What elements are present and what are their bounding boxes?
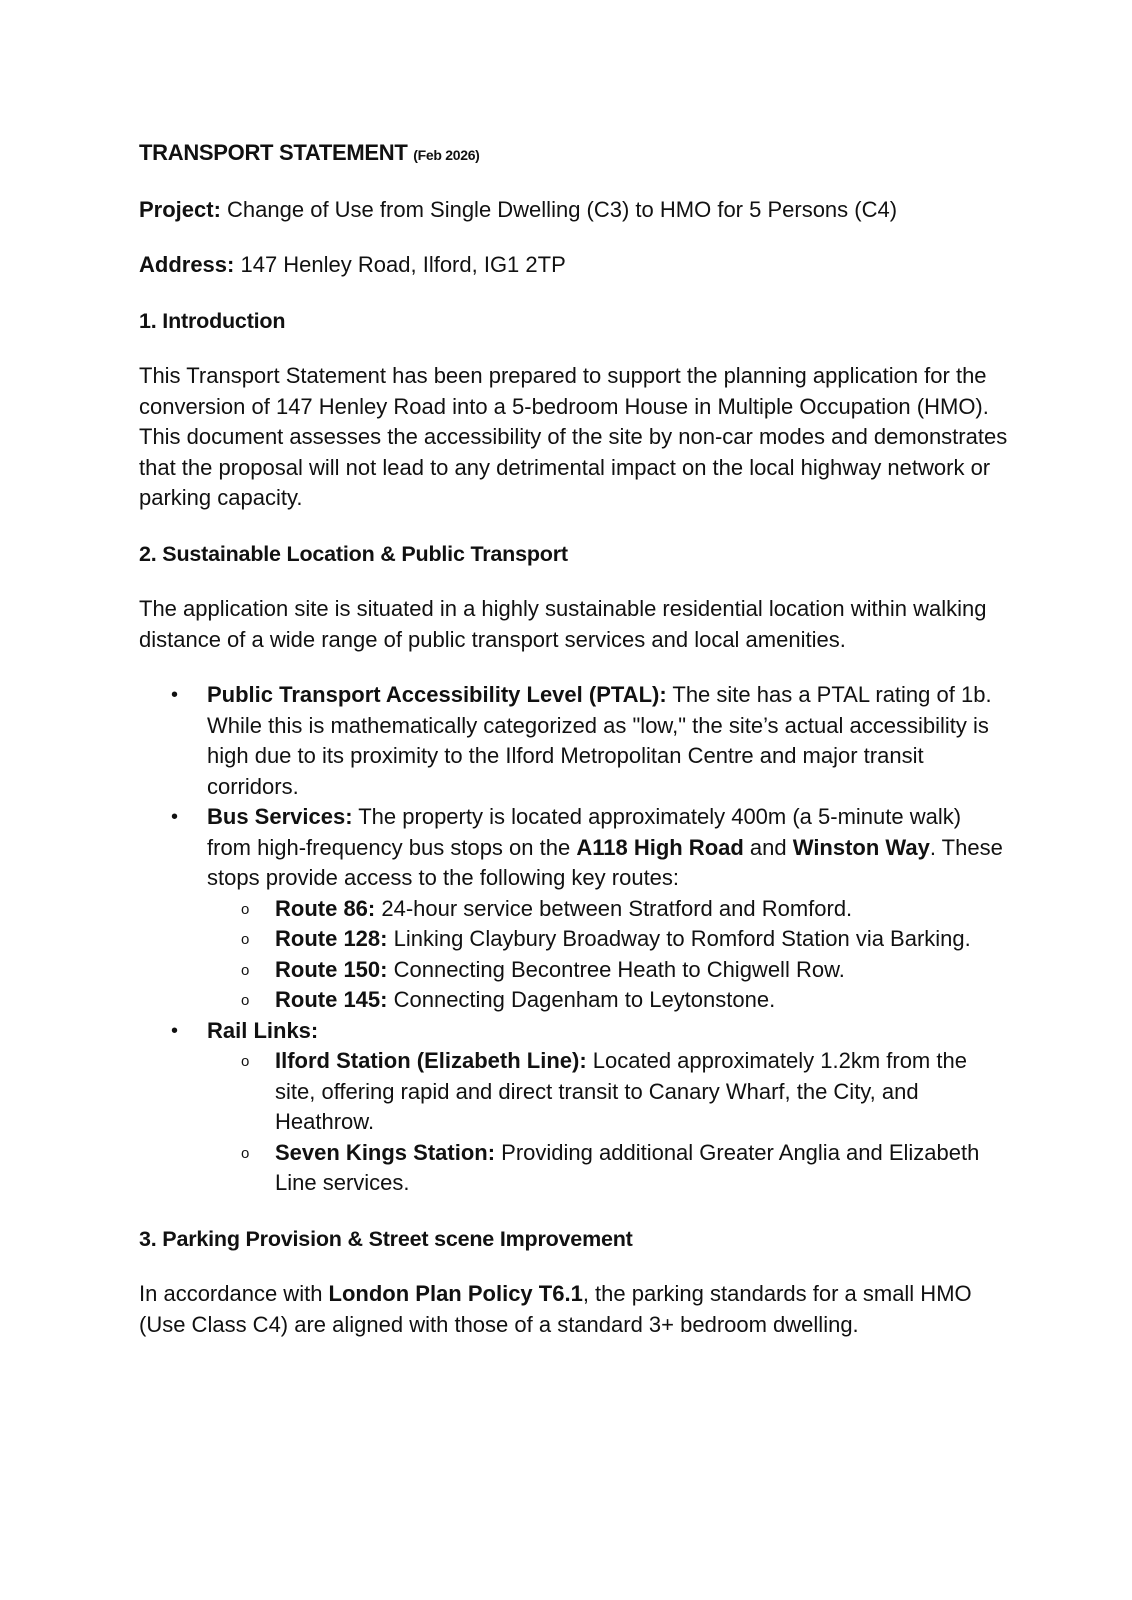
ptal-label: Public Transport Accessibility Level (PTAL): [207,682,667,707]
location-paragraph: The application site is situated in a highly sustainable residential location within walking distance of a wide range of public transport services and local amenities. [139,596,987,652]
route-label: Route 128: [275,926,388,951]
bus-road-1: A118 High Road [576,834,744,860]
station-label: Ilford Station (Elizabeth Line): [275,1048,587,1073]
heading-sustainable-location: 2. Sustainable Location & Public Transport [139,541,568,566]
parking-paragraph [139,1279,1009,1340]
route-item [275,985,1009,1016]
heading-introduction: 1. Introduction [139,308,286,333]
station-text: Providing additional Greater Anglia and Elizabeth Line services. [275,1139,980,1195]
bullet-ptal [207,680,1009,802]
address-line [139,250,1009,281]
bullet-bus-services [207,802,1009,1016]
station-text: Located approximately 1.2km from the site, offering rapid and direct transit to Canary Wharf, the City, and Heathrow. [275,1048,967,1134]
route-item [275,894,1009,925]
address-value: 147 Henley Road, Ilford, IG1 2TP [234,252,566,277]
rail-stations-list [207,1046,1009,1199]
address-label: Address: [139,252,235,277]
project-label: Project: [139,196,221,222]
route-item [275,955,1009,986]
introduction-paragraph: This Transport Statement has been prepared to support the planning application for the conversion of 147 Henley Road into a 5-bedroom House in Multiple Occupation (HMO). This document assesses the accessibility of the site by non-car modes and demonstrates that the proposal will not lead to any detrimental impact on the local highway network or parking capacity. [139,363,1008,510]
project-line [139,195,1009,226]
route-text: 24-hour service between Stratford and Romford. [375,895,853,921]
station-item [275,1138,1009,1199]
rail-label: Rail Links: [207,1017,319,1043]
project-value: Change of Use from Single Dwelling (C3) to HMO for 5 Persons (C4) [220,196,898,222]
parking-text-2: , the parking standards for a small HMO (Use Class C4) are aligned with those of a standard 3+ bedroom dwelling. [139,1281,972,1337]
bus-routes-list [207,894,1009,1016]
bus-text-3: . These stops provide access to the following key routes: [207,834,1003,890]
heading-parking-provision: 3. Parking Provision & Street scene Improvement [139,1226,633,1251]
route-label: Route 86: [275,895,376,921]
parking-text-1: In accordance with [139,1281,329,1306]
route-label: Route 150: [275,956,388,982]
document-page [139,138,1009,1365]
ptal-text: The site has a PTAL rating of 1b. While this is mathematically categorized as "low," the site’s actual accessibility is high due to its proximity to the Ilford Metropolitan Centre and major transit corridors. [207,682,992,799]
bus-road-2: Winston Way [792,834,930,860]
bus-text-2: and [743,834,793,860]
bullet-rail-links [207,1016,1009,1199]
route-item [275,924,1009,955]
document-title [139,138,1009,171]
title-date: (Feb 2026) [413,147,480,163]
route-label: Route 145: [275,987,388,1012]
station-label: Seven Kings Station: [275,1139,496,1165]
route-text: Connecting Dagenham to Leytonstone. [387,987,776,1012]
route-text: Linking Claybury Broadway to Romford Station via Barking. [387,926,971,951]
bus-label: Bus Services: [207,804,353,829]
parking-policy: London Plan Policy T6.1 [328,1281,583,1306]
transport-bullet-list [139,680,1009,1199]
bus-text-1: The property is located approximately 400m (a 5-minute walk) from high-frequency bus stops on the [207,804,962,860]
route-text: Connecting Becontree Heath to Chigwell Row. [387,956,845,982]
title-main: TRANSPORT STATEMENT [139,140,408,165]
station-item [275,1046,1009,1138]
